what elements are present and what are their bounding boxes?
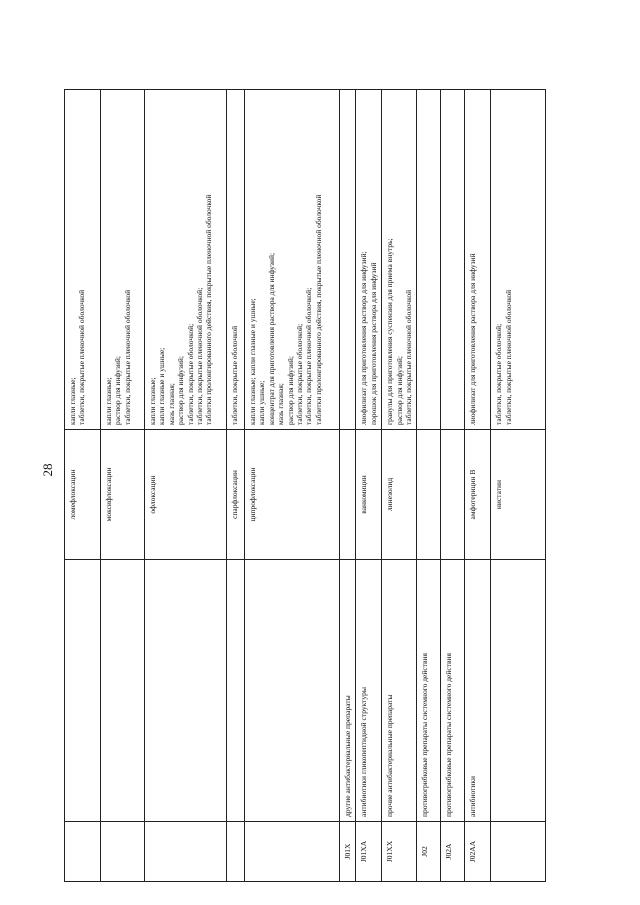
drug-table-body (65, 90, 546, 882)
table-row (245, 90, 340, 882)
forms-cell (491, 90, 546, 430)
drug-table-area (64, 90, 538, 882)
dosage-form-line: таблетки пролонгированного действия, покрытые пленочной оболочкой (204, 194, 214, 425)
code-cell: J01X (340, 822, 356, 882)
dosage-form-line: раствор для инфузий; (176, 356, 186, 425)
table-row (382, 90, 417, 882)
substance-cell: ванкомицин (356, 430, 382, 560)
page-number: 28 (40, 463, 55, 477)
code-cell (245, 822, 340, 882)
group-cell (101, 560, 145, 822)
code-cell: J01XA (356, 822, 382, 882)
forms-cell (245, 90, 340, 430)
dosage-form-line: таблетки, покрытые пленочной оболочкой (77, 289, 87, 425)
dosage-form-line: порошок для приготовления раствора для инфузий (368, 262, 378, 425)
dosage-form-line: лиофилизат для приготовления раствора для инфузий (468, 253, 478, 425)
code-cell (491, 822, 546, 882)
dosage-form-line: раствор для инфузий; (394, 356, 404, 425)
table-row (65, 90, 101, 882)
code-cell: J02 (417, 822, 441, 882)
dosage-form-line: таблетки, покрытые оболочкой; (294, 323, 304, 425)
code-cell: J01XX (382, 822, 417, 882)
dosage-form-line: капли ушные; (257, 380, 267, 425)
table-row (491, 90, 546, 882)
forms-cell (145, 90, 227, 430)
dosage-form-line: мазь глазная; (276, 383, 286, 425)
substance-cell: линезолид (382, 430, 417, 560)
substance-cell: офлоксацин (145, 430, 227, 560)
table-row (465, 90, 491, 882)
substance-cell (340, 430, 356, 560)
group-cell (227, 560, 245, 822)
substance-cell: моксифлоксацин (101, 430, 145, 560)
dosage-form-line: капли глазные; (68, 377, 77, 425)
dosage-form-line: таблетки, покрытые оболочкой; (494, 323, 504, 425)
substance-cell: спарфлоксацин (227, 430, 245, 560)
code-cell (65, 822, 101, 882)
dosage-form-line: капли глазные; капли глазные и ушные; (248, 298, 257, 425)
drug-table (64, 89, 546, 882)
dosage-form-line: раствор для инфузий; (285, 356, 295, 425)
dosage-form-line: таблетки, покрытые пленочной оболочкой (403, 289, 413, 425)
forms-cell (356, 90, 382, 430)
forms-cell (65, 90, 101, 430)
table-row (227, 90, 245, 882)
rotated-table-wrapper (64, 90, 538, 882)
group-cell (491, 560, 546, 822)
code-cell (101, 822, 145, 882)
dosage-form-line: таблетки пролонгированного действия, покрытые пленочной оболочкой (313, 194, 323, 425)
dosage-form-line: гранулы для приготовления суспензии для приема внутрь; (385, 238, 395, 425)
forms-cell (227, 90, 245, 430)
group-cell (145, 560, 227, 822)
group-cell (245, 560, 340, 822)
dosage-form-line: мазь глазная; (166, 383, 176, 425)
group-cell: антибиотики (465, 560, 491, 822)
dosage-form-line: капли глазные; (104, 377, 113, 425)
table-row (417, 90, 441, 882)
forms-cell (441, 90, 465, 430)
substance-cell: ципрофлоксацин (245, 430, 340, 560)
forms-cell (340, 90, 356, 430)
code-cell: J02AA (465, 822, 491, 882)
group-cell: противогрибковые препараты системного действия (441, 560, 465, 822)
table-row (356, 90, 382, 882)
dosage-form-line: таблетки, покрытые пленочной оболочкой (503, 289, 513, 425)
dosage-form-line: таблетки, покрытые пленочной оболочкой; (194, 287, 204, 425)
substance-cell: ломефлоксацин (65, 430, 101, 560)
dosage-form-line: таблетки, покрытые пленочной оболочкой (122, 289, 132, 425)
code-cell: J02A (441, 822, 465, 882)
forms-cell (101, 90, 145, 430)
group-cell: антибиотики гликопептидной структуры (356, 560, 382, 822)
dosage-form-line: лиофилизат для приготовления раствора для инфузий; (359, 251, 369, 425)
table-row (441, 90, 465, 882)
dosage-form-line: таблетки, покрытые пленочной оболочкой; (304, 287, 314, 425)
dosage-form-line: капли глазные; (148, 377, 157, 425)
forms-cell (417, 90, 441, 430)
group-cell (65, 560, 101, 822)
dosage-form-line: раствор для инфузий; (113, 356, 123, 425)
dosage-form-line: таблетки, покрытые оболочкой (230, 325, 239, 425)
table-row (340, 90, 356, 882)
table-row (101, 90, 145, 882)
code-cell (145, 822, 227, 882)
table-row (145, 90, 227, 882)
dosage-form-line: концентрат для приготовления раствора для инфузий; (266, 252, 276, 425)
group-cell: прочие антибактериальные препараты (382, 560, 417, 822)
substance-cell (417, 430, 441, 560)
group-cell: другие антибактериальные препараты (340, 560, 356, 822)
dosage-form-line: капли глазные и ушные; (157, 347, 167, 425)
group-cell: противогрибковые препараты системного действия (417, 560, 441, 822)
substance-cell: амфотерицин В (465, 430, 491, 560)
code-cell (227, 822, 245, 882)
forms-cell (382, 90, 417, 430)
substance-cell: нистатин (491, 430, 546, 560)
substance-cell (441, 430, 465, 560)
dosage-form-line: таблетки, покрытые оболочкой; (185, 323, 195, 425)
forms-cell (465, 90, 491, 430)
